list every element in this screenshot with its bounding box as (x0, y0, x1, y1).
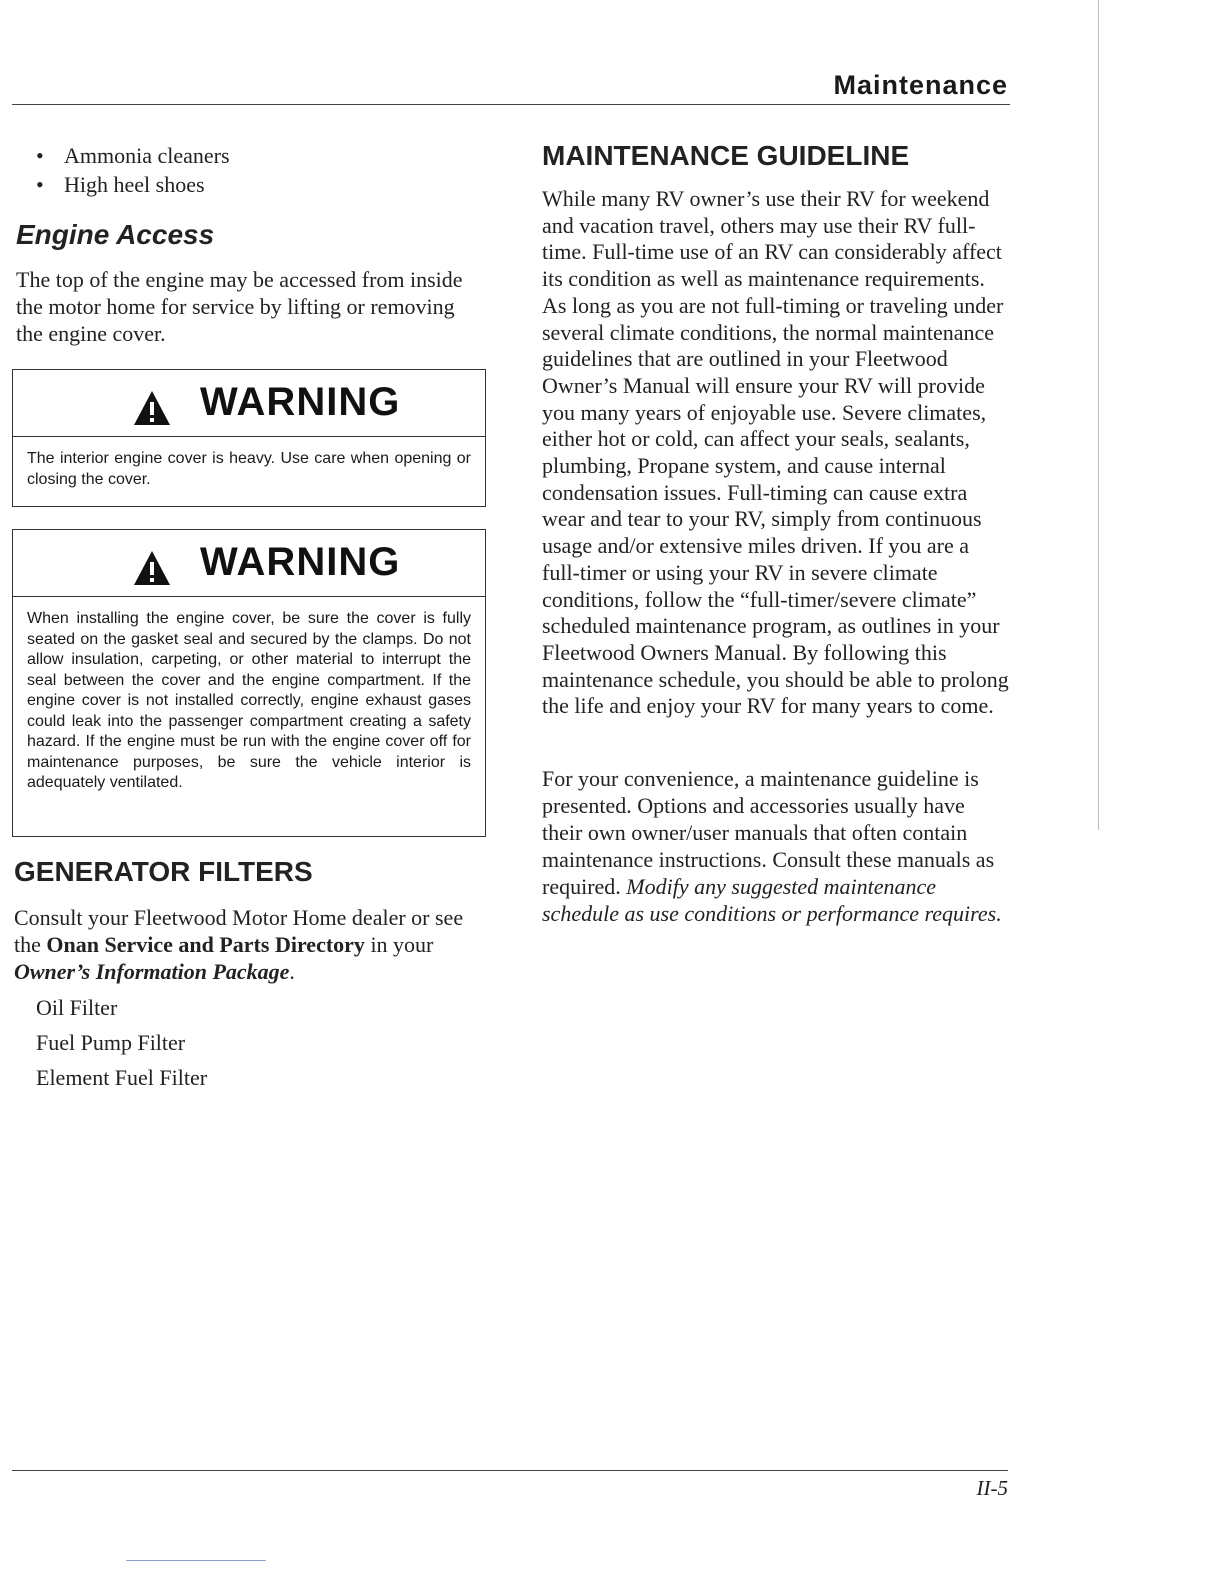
warning-text: The interior engine cover is heavy. Use care when opening or closing the cover. (27, 450, 471, 488)
warning-box-cover-install (12, 529, 486, 837)
footer-divider (12, 1470, 1008, 1471)
bullet-icon: • (36, 143, 44, 168)
list-item: Fuel Pump Filter (36, 1030, 186, 1055)
engine-access-heading: Engine Access (16, 219, 215, 250)
bullet-icon: • (36, 172, 44, 197)
warning-header (13, 370, 485, 437)
owners-package-ref: Owner’s Information Package (14, 959, 290, 984)
warning-text: When installing the engine cover, be sure the cover is fully seated on the gasket seal and secured by the clamps. Do not allow insulation, carpeting, or other material to interrupt the seal between the cover and the engine compartment. If the engine cover is not installed correctly, engine exhaust gases could leak into the passenger compartment creating a safety hazard. If the engine must be run with the engine cover off for maintenance purposes, be sure the vehicle interior is adequately ventilated. (27, 610, 471, 791)
warning-title: WARNING (200, 380, 401, 424)
generator-filters-heading: GENERATOR FILTERS (14, 856, 313, 887)
list-item: • High heel shoes (36, 172, 205, 197)
bullet-list (36, 141, 230, 199)
warning-triangle-icon (133, 550, 171, 586)
maintenance-paragraph-2: For your convenience, a maintenance guideline is presented. Options and accessories usually have their own owner/user manuals that often contain maintenance instructions. Consult these manuals as required. Modify any suggested maintenance schedule as use conditions or performance requires. (542, 766, 1002, 926)
scan-artifact-line (126, 1560, 266, 1561)
warning-triangle-icon (133, 390, 171, 426)
warning-box-cover-heavy (12, 369, 486, 507)
maintenance-guideline-heading: MAINTENANCE GUIDELINE (542, 140, 910, 171)
warning-title: WARNING (200, 540, 401, 584)
warning-header (13, 530, 485, 597)
filter-list (36, 990, 207, 1095)
engine-access-body: The top of the engine may be accessed from inside the motor home for service by lifting or removing the engine cover. (16, 267, 463, 346)
header-divider (12, 104, 1010, 105)
page-number: II-5 (976, 1476, 1008, 1500)
list-item: Oil Filter (36, 995, 118, 1020)
section-header-title: Maintenance (833, 70, 1008, 100)
list-item: • Ammonia cleaners (36, 143, 230, 168)
onan-directory-ref: Onan Service and Parts Directory (46, 932, 365, 957)
generator-filters-body: Consult your Fleetwood Motor Home dealer or see the Onan Service and Parts Directory in your Owner’s Information Package. (14, 905, 464, 984)
maintenance-note-italic: Modify any suggested maintenance schedule as use conditions or performance requires. (542, 874, 1002, 926)
maintenance-paragraph-1: While many RV owner’s use their RV for weekend and vacation travel, others may use their RV full-time. Full-time use of an RV can considerably affect its condition as well as maintenance requirements. As long as you are not full-timing or traveling under several climate conditions, the normal maintenance guidelines that are outlined in your Fleetwood Owner’s Manual will ensure your RV will provide you many years of enjoyable use. Severe climates, either hot or cold, can affect your seals, sealants, plumbing, Propane system, and cause internal condensation issues. Full-timing can cause extra wear and tear to your RV, simply from continuous usage and/or extensive miles driven. If you are a full-timer or using your RV in severe climate conditions, follow the “full-timer/severe climate” scheduled maintenance program, as outlines in your Fleetwood Owners Manual. By following this maintenance schedule, you should be able to prolong the life and enjoy your RV for many years to come. (542, 186, 1009, 719)
scan-edge-line (1098, 0, 1099, 830)
list-item: Element Fuel Filter (36, 1065, 208, 1090)
